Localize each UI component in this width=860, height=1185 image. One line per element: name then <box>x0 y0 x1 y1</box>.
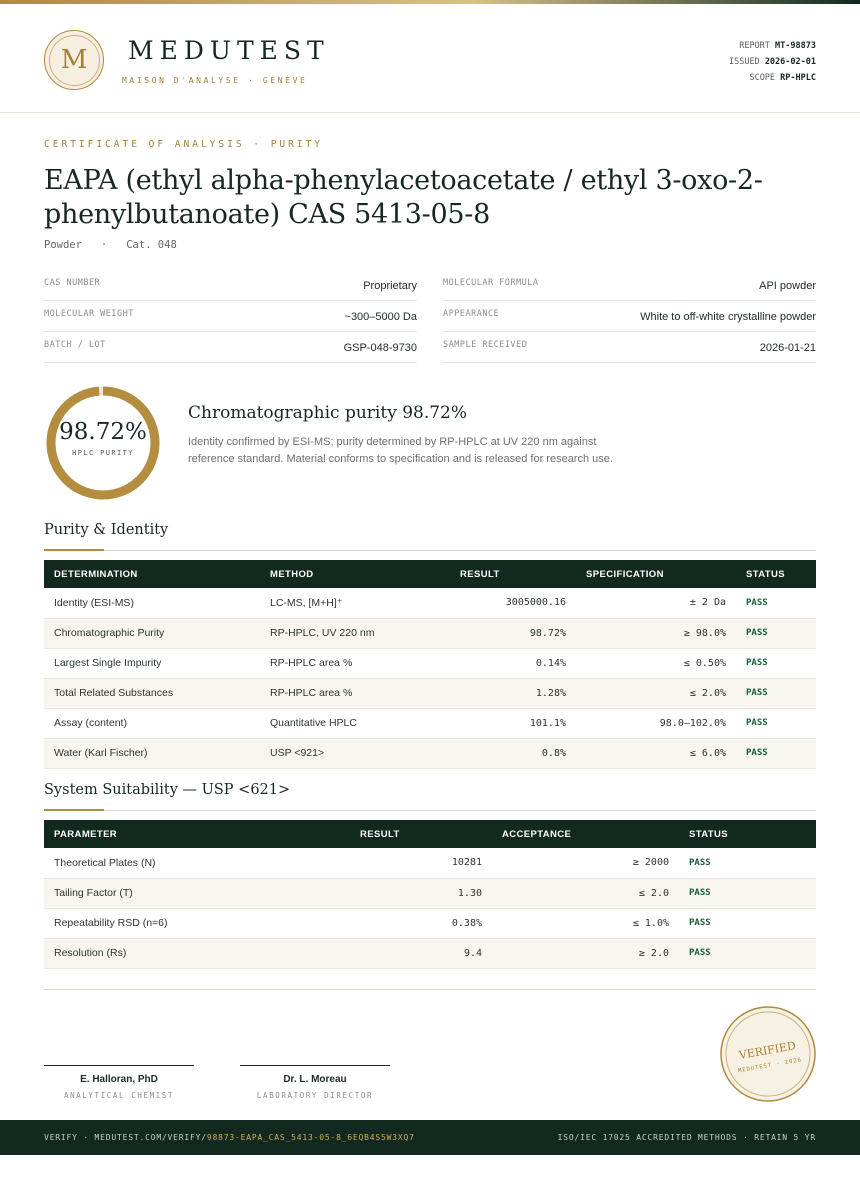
info-row <box>44 270 417 301</box>
spec-cell: ≤ 6.0% <box>576 738 736 768</box>
section-rule <box>44 550 816 551</box>
determination-cell: Largest Single Impurity <box>44 648 260 678</box>
table-header-row <box>44 820 816 848</box>
info-value: GSP-048-9730 <box>343 342 417 354</box>
table-row <box>44 848 816 878</box>
status-badge: PASS <box>736 648 816 678</box>
determination-cell: Water (Karl Fischer) <box>44 738 260 768</box>
seal-main-text: VERIFIED <box>737 1039 797 1062</box>
method-cell: LC-MS, [M+H]⁺ <box>260 588 450 618</box>
info-row <box>44 332 417 363</box>
result-cell: 10281 <box>350 848 492 878</box>
status-badge: PASS <box>679 938 816 968</box>
spec-cell: ≤ 0.50% <box>576 648 736 678</box>
status-badge: PASS <box>679 878 816 908</box>
meta-scope-label: SCOPE <box>749 73 776 83</box>
method-cell: Quantitative HPLC <box>260 708 450 738</box>
table-row <box>44 738 816 768</box>
purity-value: 98.72% <box>59 419 147 445</box>
spec-cell: 98.0–102.0% <box>576 708 736 738</box>
section-title-identity: Purity & Identity <box>44 522 169 538</box>
signature-block-chemist <box>44 1065 194 1100</box>
info-grid-right <box>443 270 816 363</box>
table-row <box>44 588 816 618</box>
footer-bar <box>0 1120 860 1155</box>
determination-cell: Identity (ESI-MS) <box>44 588 260 618</box>
signature-line <box>240 1065 390 1066</box>
info-label: CAS NUMBER <box>44 278 101 288</box>
info-row <box>44 301 417 332</box>
identity-table <box>44 560 816 769</box>
section-accent <box>44 549 104 551</box>
signature-line <box>44 1065 194 1066</box>
brand-logo <box>44 30 104 90</box>
signer-role: ANALYTICAL CHEMIST <box>63 1091 175 1100</box>
result-cell: 98.72% <box>450 618 576 648</box>
brand-name: MEDUTEST <box>128 36 330 65</box>
meta-report <box>729 38 816 54</box>
logo-letter: M <box>60 45 88 75</box>
table-row <box>44 938 816 968</box>
product-form: Powder <box>44 239 82 251</box>
info-label: MOLECULAR WEIGHT <box>44 309 134 319</box>
report-meta <box>729 38 816 86</box>
document-title: EAPA (ethyl alpha-phenylacetoacetate / ethyl 3-oxo-2-phenylbutanoate) CAS 5413-05-8 <box>44 165 763 230</box>
info-value: ~300–5000 Da <box>344 311 417 323</box>
info-row <box>443 332 816 363</box>
signer-name: E. Halloran, PhD <box>80 1074 158 1085</box>
acceptance-cell: ≤ 2.0 <box>492 878 679 908</box>
table-row <box>44 648 816 678</box>
document-eyebrow: CERTIFICATE OF ANALYSIS · PURITY <box>44 139 324 150</box>
info-row <box>443 270 816 301</box>
verified-seal <box>719 1005 817 1103</box>
info-value: API powder <box>759 280 816 292</box>
status-badge: PASS <box>736 708 816 738</box>
info-grid-left <box>44 270 417 363</box>
info-value: Proprietary <box>363 280 417 292</box>
catalog-number: Cat. 048 <box>126 239 177 251</box>
info-value: White to off-white crystalline powder <box>640 311 816 323</box>
column-header: SPECIFICATION <box>586 568 664 580</box>
column-header: STATUS <box>689 828 728 840</box>
method-cell: USP <921> <box>260 738 450 768</box>
status-badge: PASS <box>736 618 816 648</box>
result-cell: 3005000.16 <box>450 588 576 618</box>
signature-block-director <box>240 1065 390 1100</box>
determination-cell: Chromatographic Purity <box>44 618 260 648</box>
meta-scope-value: RP-HPLC <box>780 73 816 83</box>
spec-cell: ≥ 98.0% <box>576 618 736 648</box>
summary-text: Identity confirmed by ESI-MS; purity determined by RP-HPLC at UV 220 nm against reference standard. Material conforms to specification and is released for research use. <box>188 436 613 465</box>
info-label: SAMPLE RECEIVED <box>443 340 528 350</box>
table-row <box>44 618 816 648</box>
result-cell: 0.14% <box>450 648 576 678</box>
signer-role: LABORATORY DIRECTOR <box>256 1091 374 1100</box>
table-row <box>44 708 816 738</box>
suitability-table <box>44 820 816 969</box>
parameter-cell: Resolution (Rs) <box>44 938 350 968</box>
meta-scope <box>729 70 816 86</box>
parameter-cell: Repeatability RSD (n=6) <box>44 908 350 938</box>
info-label: MOLECULAR FORMULA <box>443 278 539 288</box>
column-header: DETERMINATION <box>54 568 138 580</box>
method-cell: RP-HPLC area % <box>260 678 450 708</box>
method-cell: RP-HPLC, UV 220 nm <box>260 618 450 648</box>
table-header-row <box>44 560 816 588</box>
acceptance-cell: ≤ 1.0% <box>492 908 679 938</box>
meta-issued-label: ISSUED <box>728 57 760 67</box>
meta-report-label: REPORT <box>739 41 770 51</box>
column-header: PARAMETER <box>54 828 118 840</box>
section-rule <box>44 810 816 811</box>
spec-cell: ≤ 2.0% <box>576 678 736 708</box>
result-cell: 9.4 <box>350 938 492 968</box>
verify-link[interactable] <box>44 1133 415 1142</box>
parameter-cell: Tailing Factor (T) <box>44 878 350 908</box>
seal-sub-text: MEDUTEST · 2026 <box>737 1057 803 1075</box>
bottom-rule <box>44 989 816 990</box>
column-header: RESULT <box>460 568 500 580</box>
meta-issued-value: 2026-02-01 <box>764 57 816 67</box>
status-badge: PASS <box>736 588 816 618</box>
info-label: APPEARANCE <box>443 309 500 319</box>
result-cell: 0.8% <box>450 738 576 768</box>
meta-report-value: MT-98873 <box>775 41 816 51</box>
info-row <box>443 301 816 332</box>
result-cell: 0.38% <box>350 908 492 938</box>
report-header <box>0 4 860 113</box>
parameter-cell: Theoretical Plates (N) <box>44 848 350 878</box>
status-badge: PASS <box>679 848 816 878</box>
status-badge: PASS <box>679 908 816 938</box>
separator-dot: · <box>88 239 120 251</box>
section-accent <box>44 809 104 811</box>
verify-code: 98873-EAPA_CAS_5413-05-8_6EQB4S5W3XQ7 <box>206 1133 415 1142</box>
determination-cell: Assay (content) <box>44 708 260 738</box>
acceptance-cell: ≥ 2.0 <box>492 938 679 968</box>
status-badge: PASS <box>736 738 816 768</box>
purity-label: HPLC PURITY <box>72 449 134 457</box>
table-row <box>44 678 816 708</box>
verify-prefix: VERIFY · MEDUTEST.COM/VERIFY/ <box>44 1133 207 1142</box>
column-header: METHOD <box>270 568 314 580</box>
brand-tagline: MAISON D'ANALYSE · GENÈVE <box>122 76 308 85</box>
table-row <box>44 878 816 908</box>
summary-title: Chromatographic purity 98.72% <box>188 403 468 423</box>
meta-issued <box>729 54 816 70</box>
info-label: BATCH / LOT <box>44 340 106 350</box>
acceptance-cell: ≥ 2000 <box>492 848 679 878</box>
column-header: ACCEPTANCE <box>502 828 572 840</box>
column-header: RESULT <box>360 828 400 840</box>
result-cell: 1.30 <box>350 878 492 908</box>
method-cell: RP-HPLC area % <box>260 648 450 678</box>
status-badge: PASS <box>736 678 816 708</box>
determination-cell: Total Related Substances <box>44 678 260 708</box>
result-cell: 1.28% <box>450 678 576 708</box>
document-subline <box>44 239 177 251</box>
signer-name: Dr. L. Moreau <box>283 1074 347 1085</box>
result-cell: 101.1% <box>450 708 576 738</box>
info-value: 2026-01-21 <box>759 342 816 354</box>
table-row <box>44 908 816 938</box>
section-title-suitability: System Suitability — USP <621> <box>44 782 291 798</box>
spec-cell: ± 2 Da <box>576 588 736 618</box>
column-header: STATUS <box>746 568 785 580</box>
accreditation-text: ISO/IEC 17025 ACCREDITED METHODS · RETAIN 5 YR <box>557 1133 816 1142</box>
